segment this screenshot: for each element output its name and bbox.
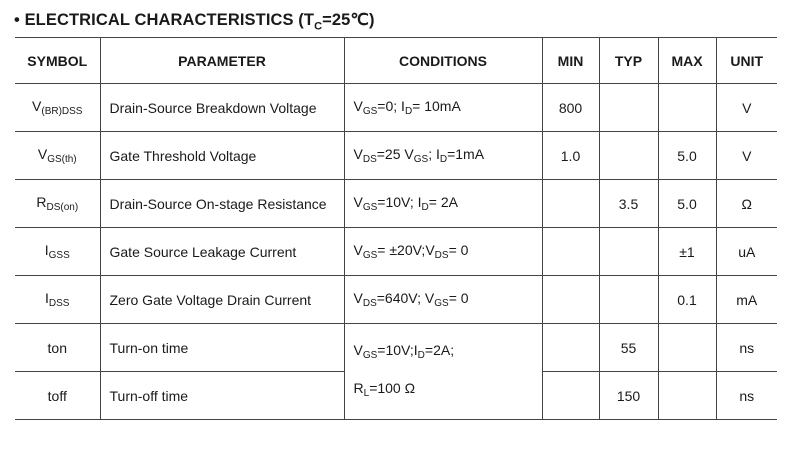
max-cell (658, 372, 716, 420)
symbol-cell (15, 180, 100, 228)
condition-text: = 2A (428, 194, 458, 210)
condition-subscript: D (421, 202, 429, 213)
typ-cell (599, 132, 658, 180)
min-cell: 800 (542, 84, 599, 132)
unit-cell: Ω (716, 180, 777, 228)
condition-text: =640V; V (376, 290, 435, 306)
header-parameter: PARAMETER (100, 38, 344, 84)
unit-cell: mA (716, 276, 777, 324)
symbol-cell: ton (15, 324, 100, 372)
typ-cell: 55 (599, 324, 658, 372)
max-cell: 5.0 (658, 132, 716, 180)
title-suffix: =25℃) (322, 11, 375, 29)
header-typ: TYP (599, 38, 658, 84)
condition-text: =100 Ω (369, 379, 416, 396)
header-unit: UNIT (716, 38, 777, 84)
condition-subscript: DS (434, 250, 449, 261)
table-row (15, 132, 777, 180)
parameter-cell: Gate Source Leakage Current (100, 228, 344, 276)
conditions-cell (344, 276, 542, 324)
symbol-main: I (45, 290, 49, 306)
condition-text: =10V; I (377, 194, 422, 210)
condition-text: R (353, 379, 364, 396)
table-row (15, 180, 777, 228)
condition-text: =2A; (424, 341, 455, 358)
table-row (15, 276, 777, 324)
condition-text: V (353, 194, 363, 210)
symbol-cell (15, 132, 100, 180)
condition-subscript: GS (362, 349, 378, 361)
condition-text: = 0 (448, 290, 469, 306)
header-min: MIN (542, 38, 599, 84)
header-max: MAX (658, 38, 716, 84)
max-cell: 5.0 (658, 180, 716, 228)
symbol-cell (15, 84, 100, 132)
parameter-cell: Turn-off time (100, 372, 344, 420)
typ-cell (599, 84, 658, 132)
condition-text: = ±20V;V (377, 242, 435, 258)
condition-text: =1mA (447, 146, 485, 162)
min-cell (542, 324, 599, 372)
symbol-cell (15, 276, 100, 324)
condition-text: V (353, 146, 363, 162)
section-title (14, 10, 375, 32)
symbol-main: I (44, 242, 49, 258)
min-cell (542, 276, 599, 324)
switching-conditions-cell (344, 324, 542, 420)
electrical-characteristics-table (15, 37, 777, 420)
max-cell (658, 84, 716, 132)
unit-cell: V (716, 84, 777, 132)
conditions-cell (344, 180, 542, 228)
max-cell (658, 324, 716, 372)
title-text: ELECTRICAL CHARACTERISTICS (T (24, 11, 315, 29)
symbol-sub: DSS (48, 298, 70, 309)
condition-text: =25 V (376, 146, 414, 162)
parameter-cell: Drain-Source Breakdown Voltage (100, 84, 344, 132)
condition-subscript: DS (362, 154, 377, 165)
condition-text: ; I (428, 146, 440, 162)
condition-subscript: GS (413, 154, 429, 165)
min-cell: 1.0 (542, 132, 599, 180)
typ-cell (599, 276, 658, 324)
typ-cell: 3.5 (599, 180, 658, 228)
unit-cell: uA (716, 228, 777, 276)
condition-subscript: L (363, 387, 370, 399)
table-row (15, 84, 777, 132)
title-bullet: • (14, 11, 20, 29)
unit-cell: V (716, 132, 777, 180)
header-symbol: SYMBOL (15, 38, 100, 84)
unit-cell: ns (716, 324, 777, 372)
condition-subscript: DS (362, 298, 377, 309)
parameter-cell: Zero Gate Voltage Drain Current (100, 276, 344, 324)
condition-subscript: GS (362, 250, 378, 261)
symbol-sub: (BR)DSS (41, 106, 83, 117)
table-row (15, 324, 777, 372)
condition-text: V (353, 341, 363, 358)
condition-text: = 10mA (412, 98, 461, 114)
min-cell (542, 180, 599, 228)
condition-subscript: D (404, 106, 413, 117)
symbol-sub: DS(on) (46, 202, 79, 213)
parameter-cell: Drain-Source On-stage Resistance (100, 180, 344, 228)
symbol-sub: GS(th) (47, 154, 77, 165)
symbol-main: V (32, 98, 42, 114)
table-row (15, 228, 777, 276)
min-cell (542, 228, 599, 276)
symbol-main: R (36, 194, 47, 210)
unit-cell: ns (716, 372, 777, 420)
typ-cell (599, 228, 658, 276)
condition-text: =0; I (377, 98, 405, 114)
max-cell: 0.1 (658, 276, 716, 324)
switching-conditions-line1 (354, 334, 542, 372)
condition-subscript: GS (362, 106, 378, 117)
parameter-cell: Turn-on time (100, 324, 344, 372)
typ-cell: 150 (599, 372, 658, 420)
conditions-cell (344, 84, 542, 132)
condition-text: V (353, 242, 363, 258)
symbol-sub: GSS (48, 250, 70, 261)
min-cell (542, 372, 599, 420)
symbol-main: V (37, 146, 48, 162)
header-conditions: CONDITIONS (344, 38, 542, 84)
condition-text: V (353, 290, 363, 306)
condition-text: = 0 (448, 242, 469, 258)
header-row (15, 38, 777, 84)
condition-text: =10V;I (377, 341, 418, 358)
conditions-cell (344, 228, 542, 276)
switching-conditions-line2 (354, 372, 542, 410)
condition-subscript: D (417, 349, 425, 361)
condition-subscript: D (439, 154, 448, 165)
parameter-cell: Gate Threshold Voltage (100, 132, 344, 180)
symbol-cell: toff (15, 372, 100, 420)
condition-text: V (353, 98, 363, 114)
condition-subscript: GS (434, 298, 449, 309)
title-subscript: C (314, 20, 323, 33)
max-cell: ±1 (658, 228, 716, 276)
symbol-cell (15, 228, 100, 276)
condition-subscript: GS (362, 202, 378, 213)
conditions-cell (344, 132, 542, 180)
